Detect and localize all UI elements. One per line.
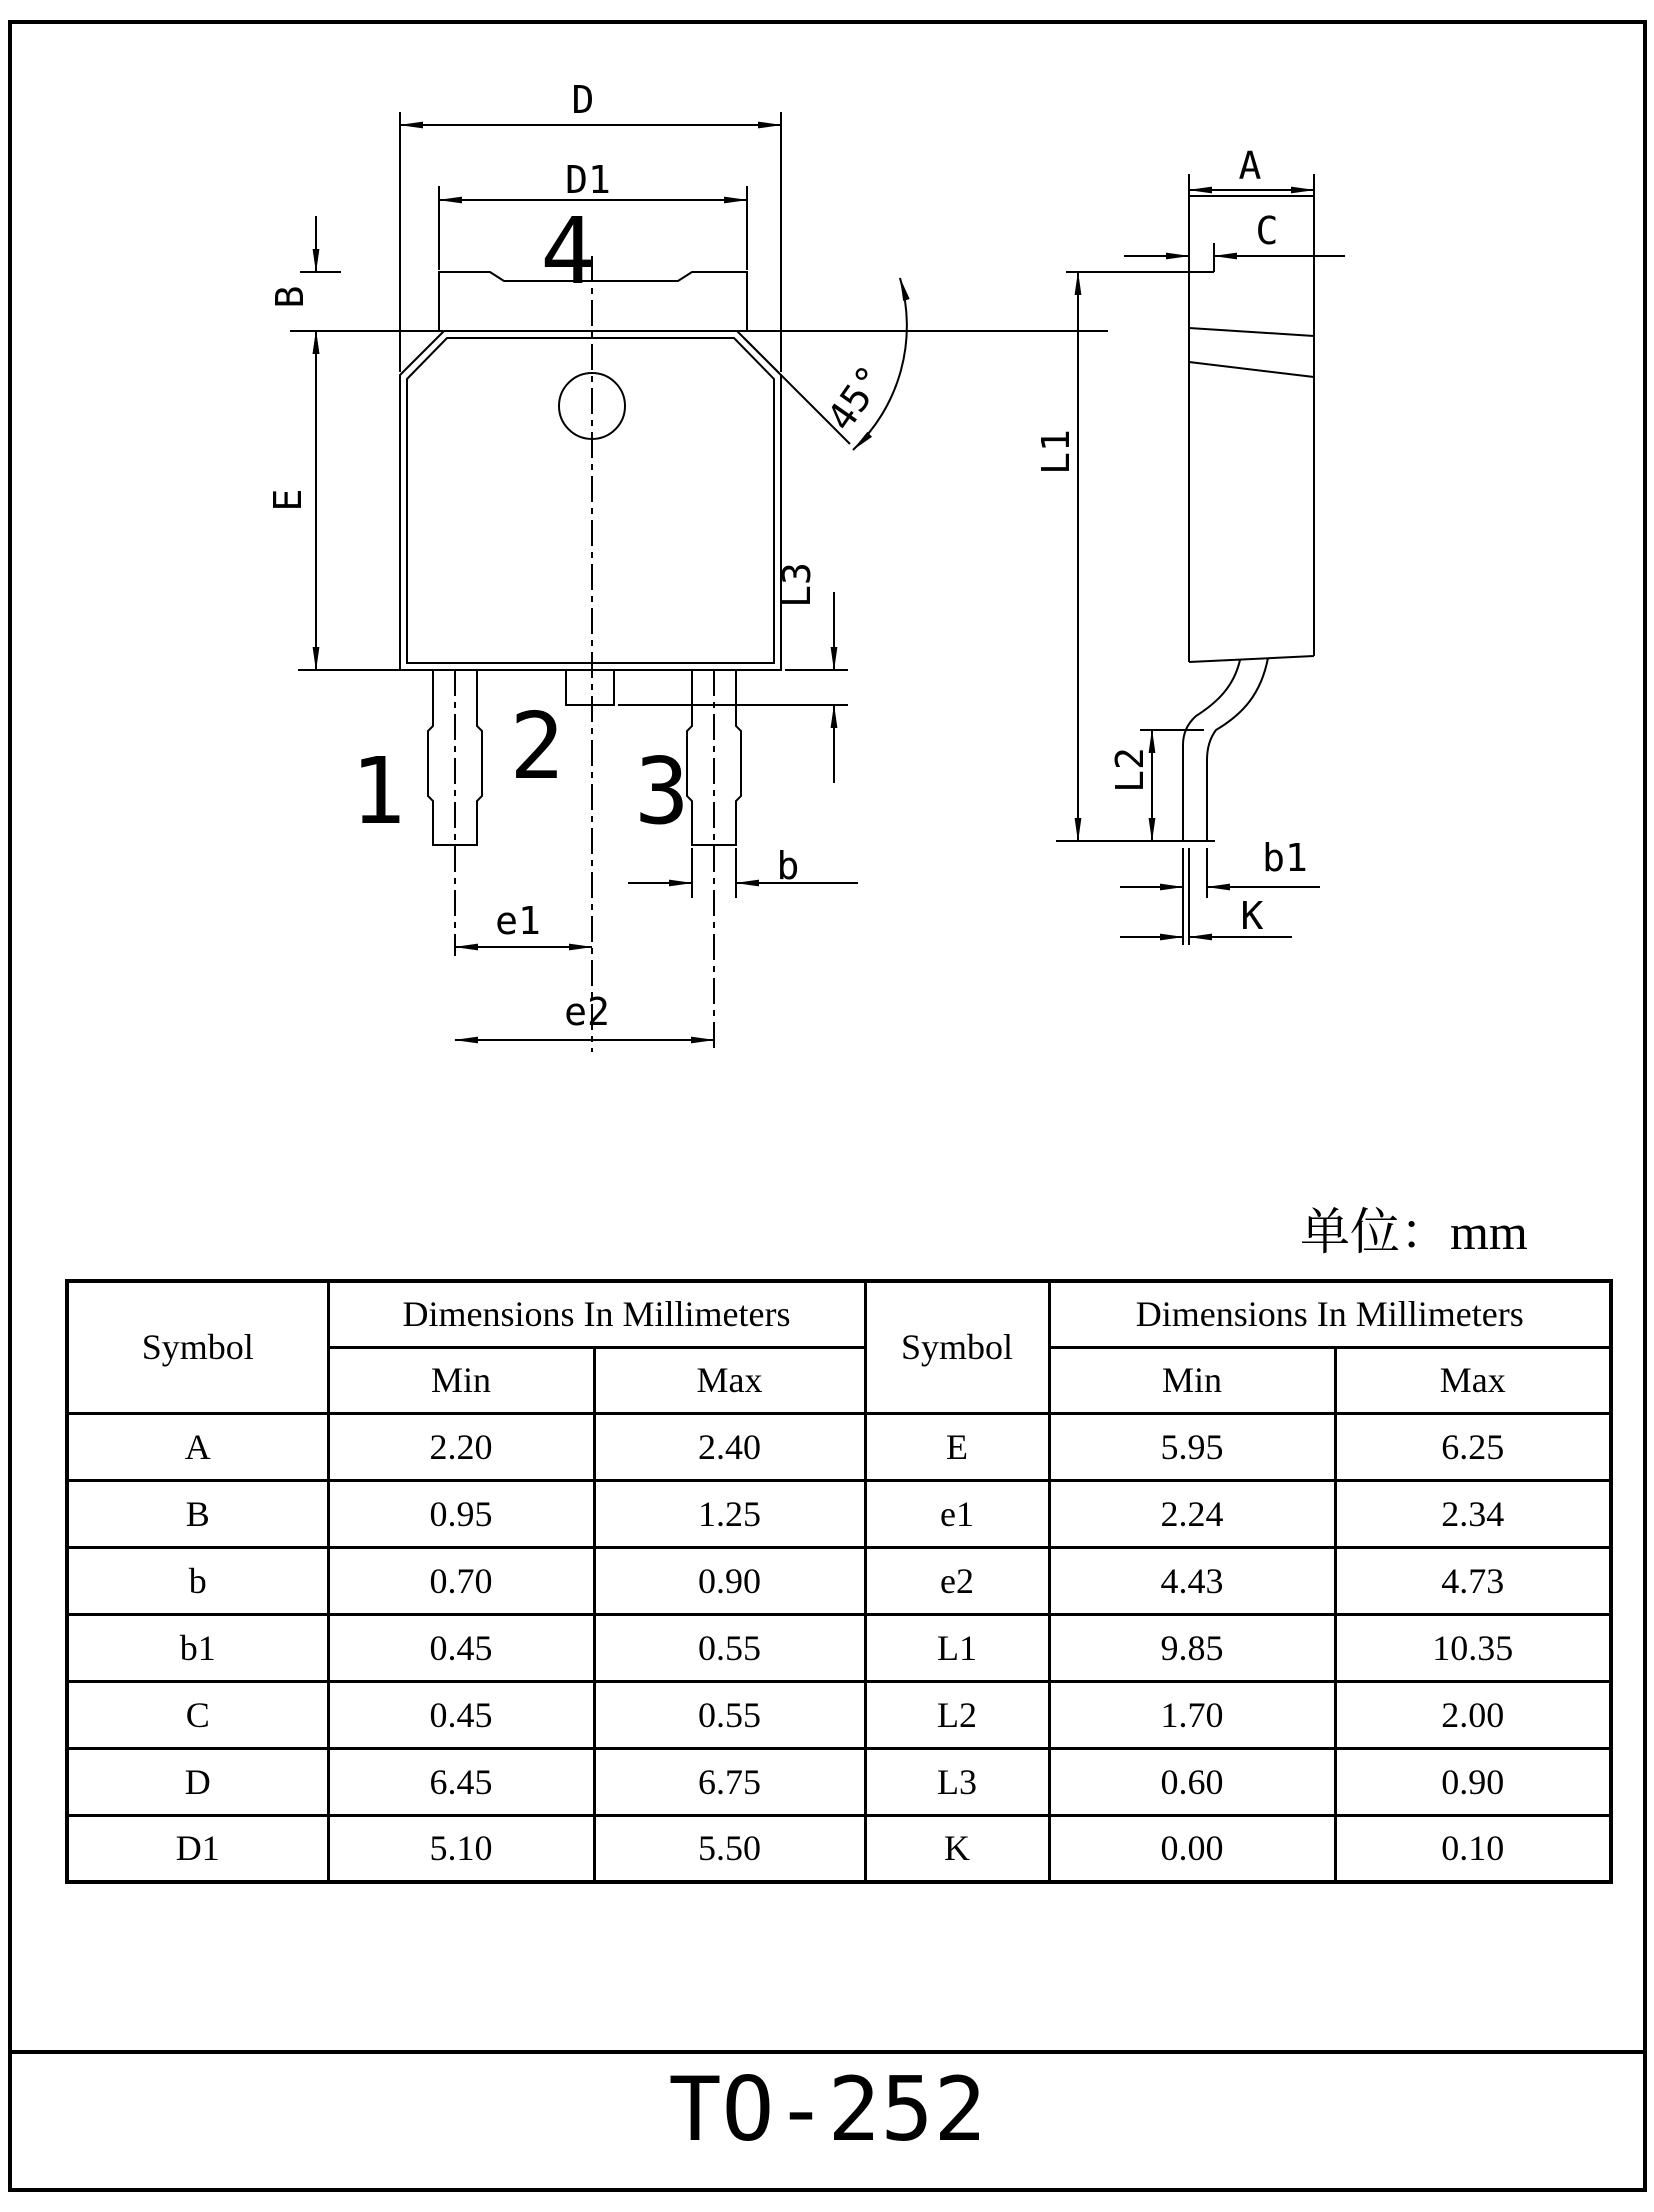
- max-cell: 6.75: [594, 1748, 865, 1815]
- max-header-right: Max: [1335, 1347, 1611, 1413]
- side-view: [1183, 196, 1314, 841]
- dimension-table: [65, 1279, 1613, 1884]
- symbol-cell: E: [865, 1413, 1049, 1480]
- dim-label-45deg: 45°: [818, 357, 894, 439]
- table-row: [67, 1815, 1611, 1882]
- symbol-cell: b1: [67, 1614, 328, 1681]
- symbol-cell: e2: [865, 1547, 1049, 1614]
- package-title: TO-252: [668, 2058, 987, 2161]
- min-cell: 2.24: [1049, 1480, 1335, 1547]
- symbol-cell: K: [865, 1815, 1049, 1882]
- symbol-cell: L2: [865, 1681, 1049, 1748]
- max-cell: 10.35: [1335, 1614, 1611, 1681]
- pin-label-1: 1: [350, 738, 406, 845]
- body-outline-outer: [400, 331, 781, 670]
- side-view-dimensions: [1056, 174, 1345, 945]
- max-cell: 1.25: [594, 1480, 865, 1547]
- table-row: [67, 1614, 1611, 1681]
- max-cell: 2.34: [1335, 1480, 1611, 1547]
- dim-label-L2: L2: [1108, 747, 1152, 793]
- min-cell: 4.43: [1049, 1547, 1335, 1614]
- max-cell: 0.10: [1335, 1815, 1611, 1882]
- dim-label-D1: D1: [565, 158, 611, 202]
- max-cell: 0.55: [594, 1681, 865, 1748]
- symbol-cell: e1: [865, 1480, 1049, 1547]
- min-cell: 0.45: [328, 1614, 594, 1681]
- max-cell: 0.55: [594, 1614, 865, 1681]
- dims-header-right: Dimensions In Millimeters: [1049, 1281, 1611, 1347]
- min-cell: 0.45: [328, 1681, 594, 1748]
- dim-label-A: A: [1238, 144, 1262, 188]
- symbol-cell: D: [67, 1748, 328, 1815]
- unit-note: 单位：mm: [1300, 1204, 1528, 1260]
- max-header-left: Max: [594, 1347, 865, 1413]
- table-row: [67, 1748, 1611, 1815]
- min-cell: 0.95: [328, 1480, 594, 1547]
- table-row: [67, 1681, 1611, 1748]
- drawing-labels: [266, 78, 1308, 1034]
- max-cell: 2.00: [1335, 1681, 1611, 1748]
- symbol-cell: C: [67, 1681, 328, 1748]
- front-view-dimensions: [290, 112, 1108, 1040]
- min-cell: 0.70: [328, 1547, 594, 1614]
- max-cell: 0.90: [594, 1547, 865, 1614]
- table-row: [67, 1547, 1611, 1614]
- dim-label-C: C: [1255, 209, 1279, 253]
- dim-label-L3: L3: [775, 562, 819, 608]
- dims-header-left: Dimensions In Millimeters: [328, 1281, 865, 1347]
- min-cell: 5.10: [328, 1815, 594, 1882]
- min-cell: 0.00: [1049, 1815, 1335, 1882]
- dim-label-b: b: [776, 844, 800, 888]
- symbol-cell: L1: [865, 1614, 1049, 1681]
- max-cell: 6.25: [1335, 1413, 1611, 1480]
- pin-label-3: 3: [634, 738, 690, 845]
- max-cell: 4.73: [1335, 1547, 1611, 1614]
- symbol-cell: D1: [67, 1815, 328, 1882]
- symbol-header-right: Symbol: [865, 1281, 1049, 1413]
- dim-label-E: E: [266, 488, 310, 512]
- dim-label-e2: e2: [564, 990, 610, 1034]
- symbol-cell: A: [67, 1413, 328, 1480]
- min-cell: 6.45: [328, 1748, 594, 1815]
- symbol-cell: b: [67, 1547, 328, 1614]
- symbol-cell: B: [67, 1480, 328, 1547]
- max-cell: 2.40: [594, 1413, 865, 1480]
- dim-label-D: D: [571, 78, 595, 122]
- side-bottom-edge: [1189, 656, 1314, 662]
- min-cell: 5.95: [1049, 1413, 1335, 1480]
- dim-label-K: K: [1240, 894, 1264, 938]
- dim-label-b1: b1: [1262, 836, 1308, 880]
- pin-label-4: 4: [540, 198, 596, 305]
- min-header-right: Min: [1049, 1347, 1335, 1413]
- pin2-stub-outline: [566, 670, 614, 705]
- min-cell: 0.60: [1049, 1748, 1335, 1815]
- min-header-left: Min: [328, 1347, 594, 1413]
- lead-outer-curve: [1207, 658, 1268, 841]
- body-outline-inner: [407, 338, 774, 663]
- table-row: [67, 1413, 1611, 1480]
- table-row: [67, 1480, 1611, 1547]
- symbol-header-left: Symbol: [67, 1281, 328, 1413]
- min-cell: 1.70: [1049, 1681, 1335, 1748]
- dim-label-L1: L1: [1034, 429, 1078, 475]
- dim-label-B: B: [268, 285, 312, 309]
- symbol-cell: L3: [865, 1748, 1049, 1815]
- min-cell: 9.85: [1049, 1614, 1335, 1681]
- front-view: [400, 256, 781, 1052]
- lead-inner-curve: [1183, 660, 1240, 841]
- max-cell: 5.50: [594, 1815, 865, 1882]
- pin-label-2: 2: [509, 693, 565, 800]
- mold-parting-line-1: [1189, 328, 1314, 336]
- max-cell: 0.90: [1335, 1748, 1611, 1815]
- dim-label-e1: e1: [495, 899, 541, 943]
- min-cell: 2.20: [328, 1413, 594, 1480]
- mold-parting-line-2: [1189, 362, 1314, 377]
